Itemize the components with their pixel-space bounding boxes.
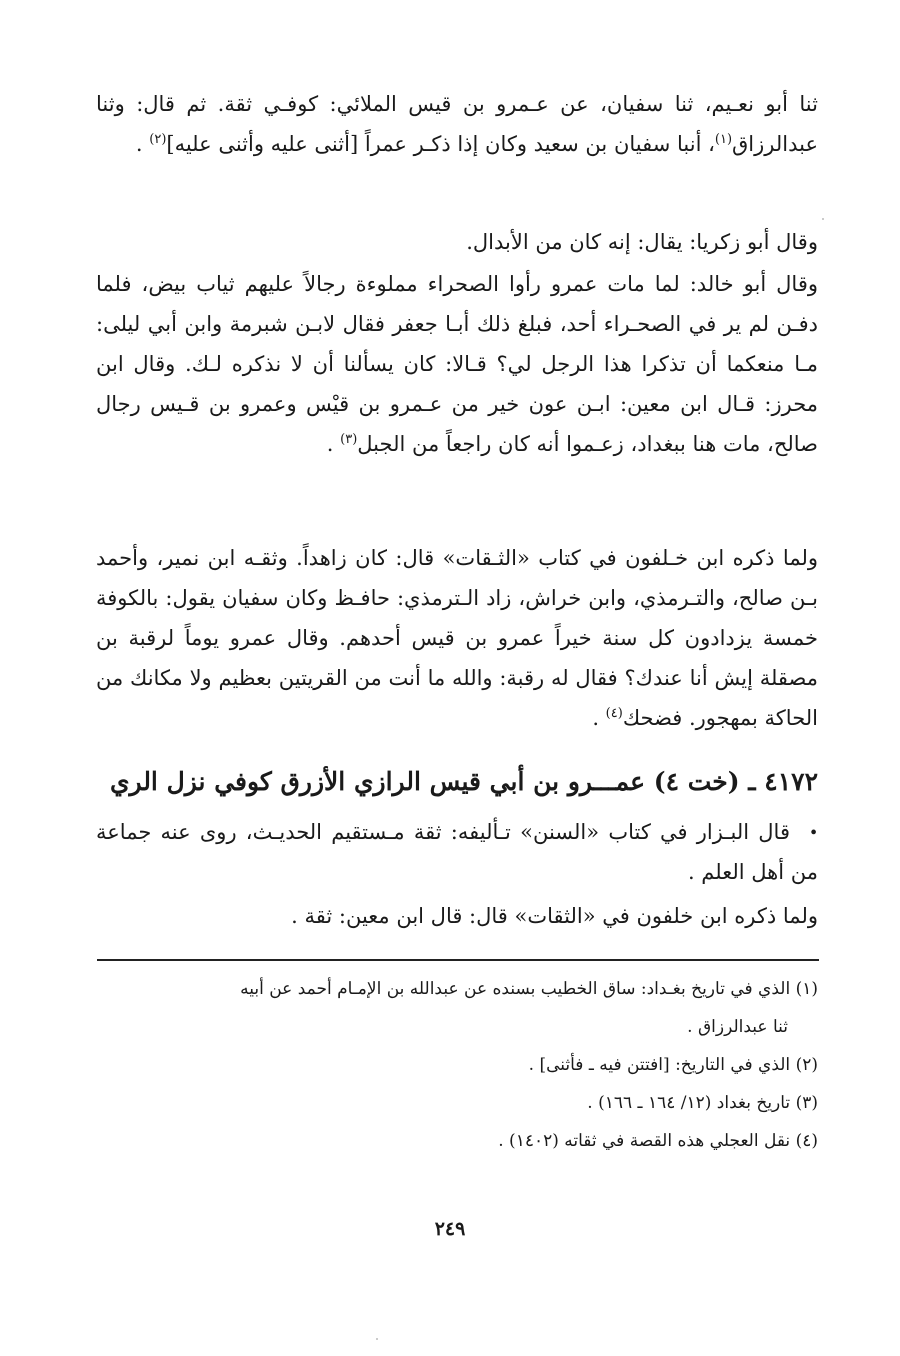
footnote-text: الذي في تاريخ بغـداد: ساق الخطيب بسنده عن عبدالله بن الإمـام أحمد عن أبيه <box>240 979 791 999</box>
entry-heading: ٤١٧٢ ـ (خت ٤) عمـــرو بن أبي قيس الرازي الأزرق كوفي نزل الري . <box>109 767 818 840</box>
para1-end: . <box>135 132 150 156</box>
footnote-text: نقل العجلي هذه القصة في ثقاته (١٤٠٢) . <box>498 1131 791 1151</box>
footnote-1 <box>96 970 818 1046</box>
para3-text: وقال أبو خالد: لما مات عمرو رأوا الصحراء مملوءة رجالاً عليهم ثياب بيض، فلما دفـن لم ير في الصحـراء أحد، فبلغ ذلك أبـا جعفر فقال لابـن شبرمة وابن أبي ليلى: مـا منعكما أن تذكرا هذا الرجل لي؟ قـالا: كان يسألنا أن لا نذكره لـك. وقال ابن محرز: قـال ابن معين: ابـن عون خير من عـمرو بن قيْس وعمرو بن قـيس رجال صالح، مات هنا ببغداد، زعـموا أنه كان راجعاً من الجبل <box>96 272 818 456</box>
page-number: ٢٤٩ <box>434 1218 466 1240</box>
paragraph-3 <box>96 264 818 464</box>
footnote-ref-2: (٢) <box>149 132 167 147</box>
paragraph-2 <box>96 222 818 262</box>
footnote-marker: (٣) <box>795 1093 818 1113</box>
scan-speck <box>376 1338 378 1340</box>
paragraph-5 <box>96 812 818 892</box>
footnotes <box>96 970 818 1160</box>
footnote-divider <box>97 959 819 961</box>
paragraph-4 <box>96 538 818 738</box>
para1-line2b: ، أنبا سفيان بن سعيد وكان إذا ذكـر عمراً [أثنى عليه وأثنى عليه] <box>166 132 715 156</box>
scan-speck <box>822 218 824 220</box>
footnote-2 <box>96 1046 818 1084</box>
para1-line2a: وثنا عبدالرزاق <box>96 92 818 156</box>
paragraph-1 <box>96 84 818 164</box>
footnote-ref-3: (٣) <box>340 432 358 447</box>
footnote-4 <box>96 1122 818 1160</box>
para6-text: ولما ذكره ابن خلفون في «الثقات» قال: قال ابن معين: ثقة . <box>291 904 818 928</box>
para4-end: . <box>592 706 606 730</box>
footnote-marker: (٤) <box>795 1131 818 1151</box>
para3-end: . <box>326 432 341 456</box>
paragraph-6 <box>96 896 818 936</box>
para4-text: ولما ذكره ابن خـلفون في كتاب «الثـقات» قال: كان زاهداً. وثقـه ابن نمير، وأحمد بـن صالح، والتـرمذي، وابن خراش، زاد الـترمذي: حافـظ وكان سفيان يقول: بالكوفة خمسة يزدادون كل سنة خيراً عمرو بن قيس أحدهم. وقال عمرو يوماً لرقبة بن مصقلة إيش أنا عندك؟ فقال له رقبة: والله ما أنت من القريتين بعظيم ولا مكانك من الحاكة بمهجور. فضحك <box>96 546 818 730</box>
para1-line1: ثنا أبو نعـيم، ثنا سفيان، عن عـمرو بن قيس الملائي: كوفـي ثقة. ثم قال: <box>136 92 818 116</box>
footnote-marker: (٢) <box>795 1055 818 1075</box>
footnote-ref-1: (١) <box>714 132 733 147</box>
footnote-continuation: ثنا عبدالرزاق . <box>687 1017 788 1037</box>
footnote-ref-4: (٤) <box>605 706 623 721</box>
para5-text: قال البـزار في كتاب «السنن» تـأليفه: ثقة مـستقيم الحديـث، روى عنه جماعة من أهل العلم . <box>96 820 818 884</box>
footnote-text: الذي في التاريخ: [افتتن فيه ـ فأثنى] . <box>528 1055 791 1075</box>
footnote-marker: (١) <box>795 979 818 999</box>
footnote-text: تاريخ بغداد (١٢/ ١٦٤ ـ ١٦٦) . <box>587 1093 791 1113</box>
para2-text: وقال أبو زكريا: يقال: إنه كان من الأبدال. <box>466 230 818 254</box>
footnote-3 <box>96 1084 818 1122</box>
